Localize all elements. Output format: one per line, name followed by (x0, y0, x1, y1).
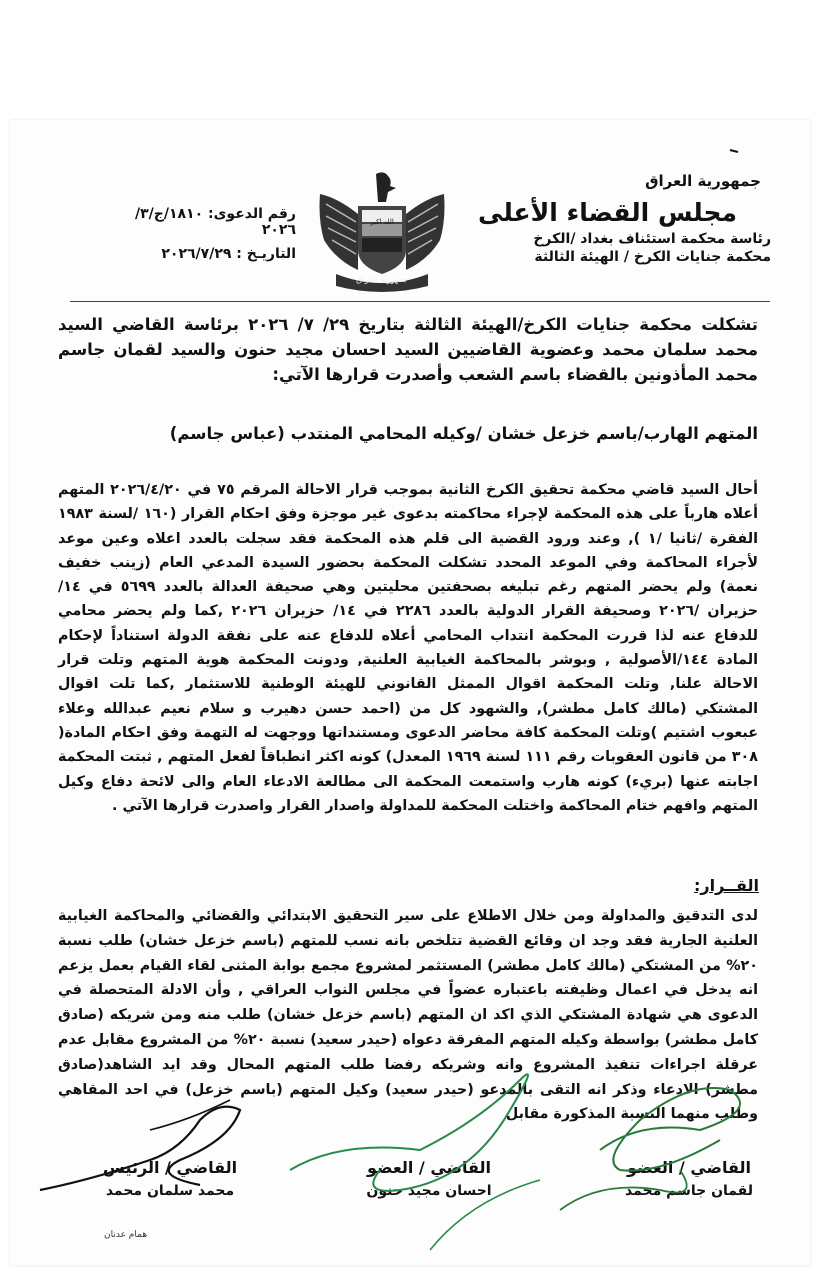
signature-name: احسان مجيد حنون (366, 1183, 492, 1199)
typist-note: همام عدنان (104, 1230, 148, 1240)
presidency-name: رئاسة محكمة استئناف بغداد /الكرخ (533, 231, 771, 247)
emblem-inscription: الله اكبر (370, 218, 394, 226)
decision-paragraph: لدى التدقيق والمداولة ومن خلال الاطلاع على سير التحقيق الابتدائي والقضائي والمحاكمة الغيابية العلنية الجارية فقد وجد ان وقائع القضية تتلخص بانه نسب للمتهم (باسم خزعل خشان) طلب نسبة ٢٠% من المشتكي (مالك كامل مطشر) المستثمر لمشروع مجمع بوابة المثنى لقاء القيام بعمل يزعم انه يدخل في اعمال وظيفته باعتباره عضواً في مجلس النواب العراقي , وأن الادلة المتحصلة في الدعوى هي شهادة المشتكي الذي اكد ان المتهم (باسم خزعل خشان) طلب منه ومن شريكه (صادق كامل مطشر) بواسطة وكيله المتهم المفرقة دعواه (حيدر سعيد) نسبة ٢٠% من المشروع مقابل عدم عرقلة اجراءات تنفيذ المشروع وانه وشريكه رفضا طلب المتهم المحال وقد ايد الشاهد(صادق مطشر) الادعاء وذكر انه التقى بالمدعو (حيدر سعيد) وكيل المتهم (باسم خزعل) في احد المقاهي وطلب منهما النسبة المذكورة مقابل (58, 908, 759, 1123)
signature-title: القاضي / الرئيس (102, 1158, 238, 1177)
decision-heading: القــرار: (694, 876, 759, 895)
emblem-ribbon-text: جمهورية العراق (356, 275, 408, 284)
case-number: رقم الدعوى: ١٨١٠/ج/٣/ ٢٠٢٦ (134, 206, 296, 238)
court-formation-paragraph: تشكلت محكمة جنايات الكرخ/الهيئة الثالثة بتاريخ ٢٩/ ٧/ ٢٠٢٦ برئاسة القاضي السيد محمد سلمان محمد وعضوية القاضيين السيد احسان مجيد حنون والسيد لقمان جاسم محمد المأذونين بالقضاء باسم الشعب وأصدرت قرارها الآتي: (58, 315, 758, 384)
court-name: محكمة جنايات الكرخ / الهيئة الثالثة (534, 249, 771, 265)
signature-title: القاضي / العضو (627, 1158, 751, 1177)
republic-name: جمهورية العراق (645, 172, 761, 190)
signature-name: محمد سلمان محمد (105, 1183, 235, 1199)
signature-block-member-1 (619, 1158, 759, 1199)
signature-name: لقمان جاسم محمد (625, 1183, 753, 1199)
iraq-eagle-emblem (318, 170, 446, 292)
case-date: التاريـخ : ٢٠٢٦/٧/٢٩ (161, 246, 296, 262)
signature-block-member-2 (339, 1158, 519, 1199)
council-name: مجلس القضاء الأعلى (478, 198, 737, 227)
case-facts-paragraph: أحال السيد قاضي محكمة تحقيق الكرخ الثانية بموجب قرار الاحالة المرقم ٧٥ في ٢٠٢٦/٤/٢٠ المتهم أعلاه هارباً على هذه المحكمة لإجراء محاكمته بدعوى غير موجزة وفق احكام القرار (١٦٠ /لسنة ١٩٨٣ الفقرة /ثانيا /١ ), وعند ورود القضية الى قلم هذه المحكمة فقد سجلت بالعدد اعلاه وعين موعد لأجراء المحاكمة وفي الموعد المحدد تشكلت المحكمة بحضور السيدة المدعي العام (زينب خفيف نعمة) ولم يحضر المتهم رغم تبليغه بصحفتين محليتين وهي صحيفة العدالة بالعدد ٥٦٩٩ في ١٤/حزيران /٢٠٢٦ وصحيفة القرار الدولية بالعدد ٢٢٨٦ في ١٤/ حزيران ٢٠٢٦ ,كما ولم يحضر محامي للدفاع عنه لذا قررت المحكمة انتداب المحامي أعلاه للدفاع عنه على نفقة الدولة استناداً لإحكام المادة ١٤٤/الأصولية , وبوشر بالمحاكمة الغيابية العلنية, ودونت المحكمة هوية المتهم وتلت قرار الاحالة علنا, وتلت المحكمة اقوال الممثل القانوني للهيئة الوطنية للاستثمار ,كما تلت اقوال المشتكي (مالك كامل مطشر), والشهود كل من (احمد حسن دهيرب و سلام نعيم عبدالله وعلاء عبعوب اشتيم )وتلت المحكمة كافة محاضر الدعوى ومستنداتها ووجهت له التهمة وفق احكام المادة( ٣٠٨ من قانون العقوبات رقم ١١١ لسنة ١٩٦٩ المعدل) كونه اكثر انطباقاً لفعل المتهم , ثبتت المحكمة اجابته عنها (بريء) كونه هارب واستمعت المحكمة الى مطالعة الادعاء العام والى لائحة دفاع وكيل المتهم وافهم ختام المحاكمة واختلت المحكمة للمداولة واصدار القرار واصدرت قرارها الآتي . (58, 482, 759, 814)
signature-block-president (80, 1158, 260, 1199)
case-reference (96, 206, 296, 270)
accused-line: المتهم الهارب/باسم خزعل خشان /وكيله المحامي المنتدب (عباس جاسم) (169, 424, 758, 443)
letterhead (451, 172, 771, 265)
signature-title: القاضي / العضو (367, 1158, 491, 1177)
header-divider (70, 301, 770, 302)
